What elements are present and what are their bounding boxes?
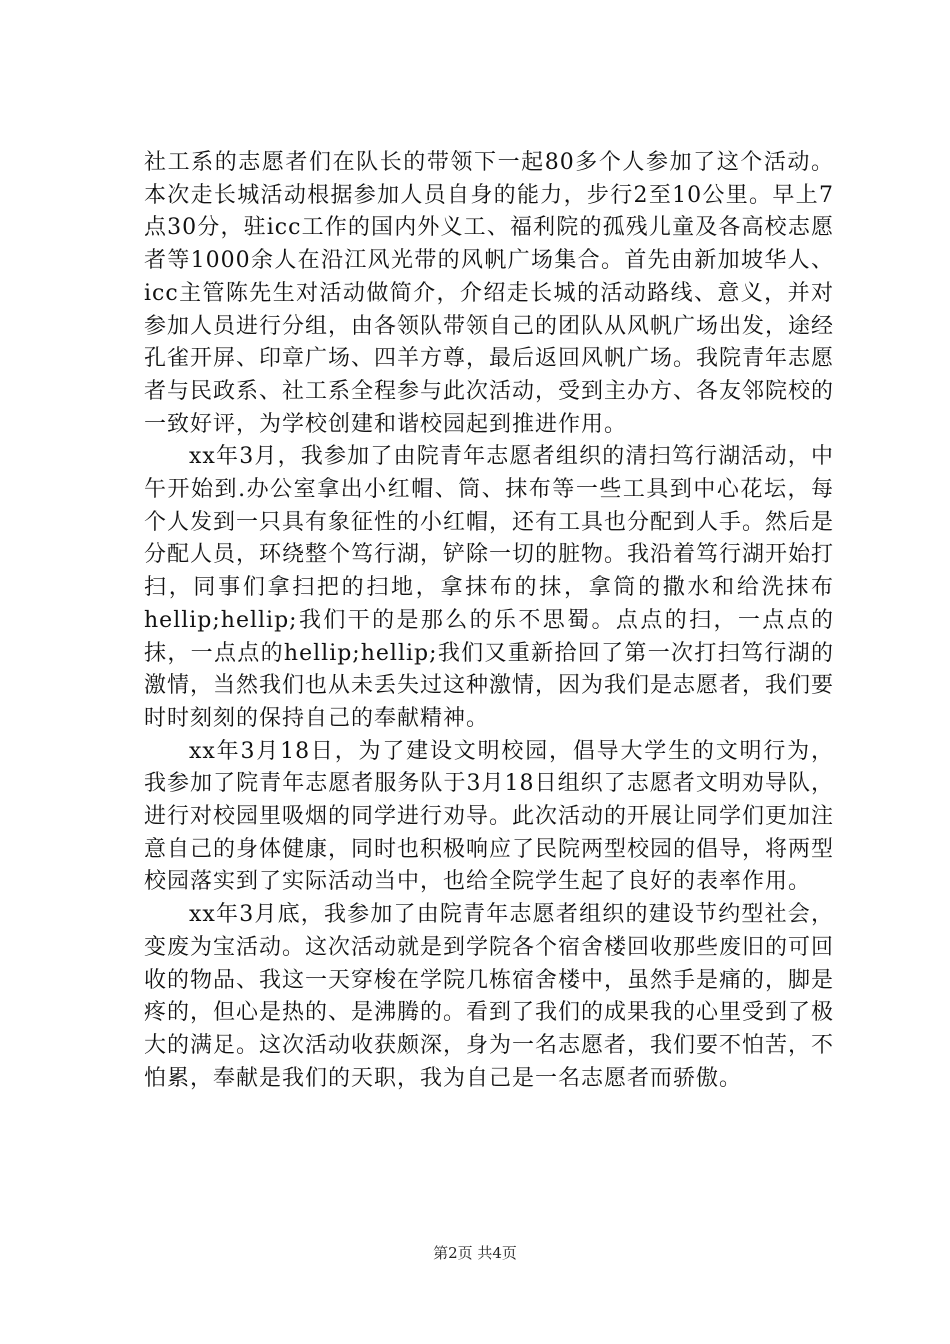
paragraph-4: xx年3月底，我参加了由院青年志愿者组织的建设节约型社会，变废为宝活动。这次活动就是到学院各个宿舍楼回收那些废旧的可回收的物品、我这一天穿梭在学院几栋宿舍楼中，虽然手是痛的，脚是疼的，但心是热的、是沸腾的。看到了我们的成果我的心里受到了极大的满足。这次活动收获颇深，身为一名志愿者，我们要不怕苦，不怕累，奉献是我们的天职，我为自己是一名志愿者而骄傲。 xyxy=(144,902,835,1091)
paragraph-3: xx年3月18日，为了建设文明校园，倡导大学生的文明行为，我参加了院青年志愿者服务队于3月18日组织了志愿者文明劝导队，进行对校园里吸烟的同学进行劝导。此次活动的开展让同学们更加注意自己的身体健康，同时也积极响应了民院两型校园的倡导，将两型校园落实到了实际活动当中，也给全院学生起了良好的表率作用。 xyxy=(144,738,835,895)
paragraph-2: xx年3月，我参加了由院青年志愿者组织的清扫笃行湖活动，中午开始到.办公室拿出小红帽、筒、抹布等一些工具到中心花坛，每个人发到一只具有象征性的小红帽，还有工具也分配到人手。然后是分配人员，环绕整个笃行湖，铲除一切的脏物。我沿着笃行湖开始打扫，同事们拿扫把的扫地，拿抹布的抹，拿筒的撒水和给洗抹布hellip;hellip;我们干的是那么的乐不思蜀。点点的扫，一点点的抹，一点点的hellip;hellip;我们又重新拾回了第一次打扫笃行湖的激情，当然我们也从未丢失过这种激情，因为我们是志愿者，我们要时时刻刻的保持自己的奉献精神。 xyxy=(144,444,835,731)
document-body xyxy=(144,147,834,1095)
page-footer: 第2页 共4页 xyxy=(433,1244,517,1262)
paragraph-1: 社工系的志愿者们在队长的带领下一起80多个人参加了这个活动。本次走长城活动根据参加人员自身的能力，步行2至10公里。早上7点30分，驻icc工作的国内外义工、福利院的孤残儿童及各高校志愿者等1000余人在沿江风光带的风帆广场集合。首先由新加坡华人、icc主管陈先生对活动做简介，介绍走长城的活动路线、意义，并对参加人员进行分组，由各领队带领自己的团队从风帆广场出发，途经孔雀开屏、印章广场、四羊方尊，最后返回风帆广场。我院青年志愿者与民政系、社工系全程参与此次活动，受到主办方、各友邻院校的一致好评，为学校创建和谐校园起到推进作用。 xyxy=(144,150,835,437)
